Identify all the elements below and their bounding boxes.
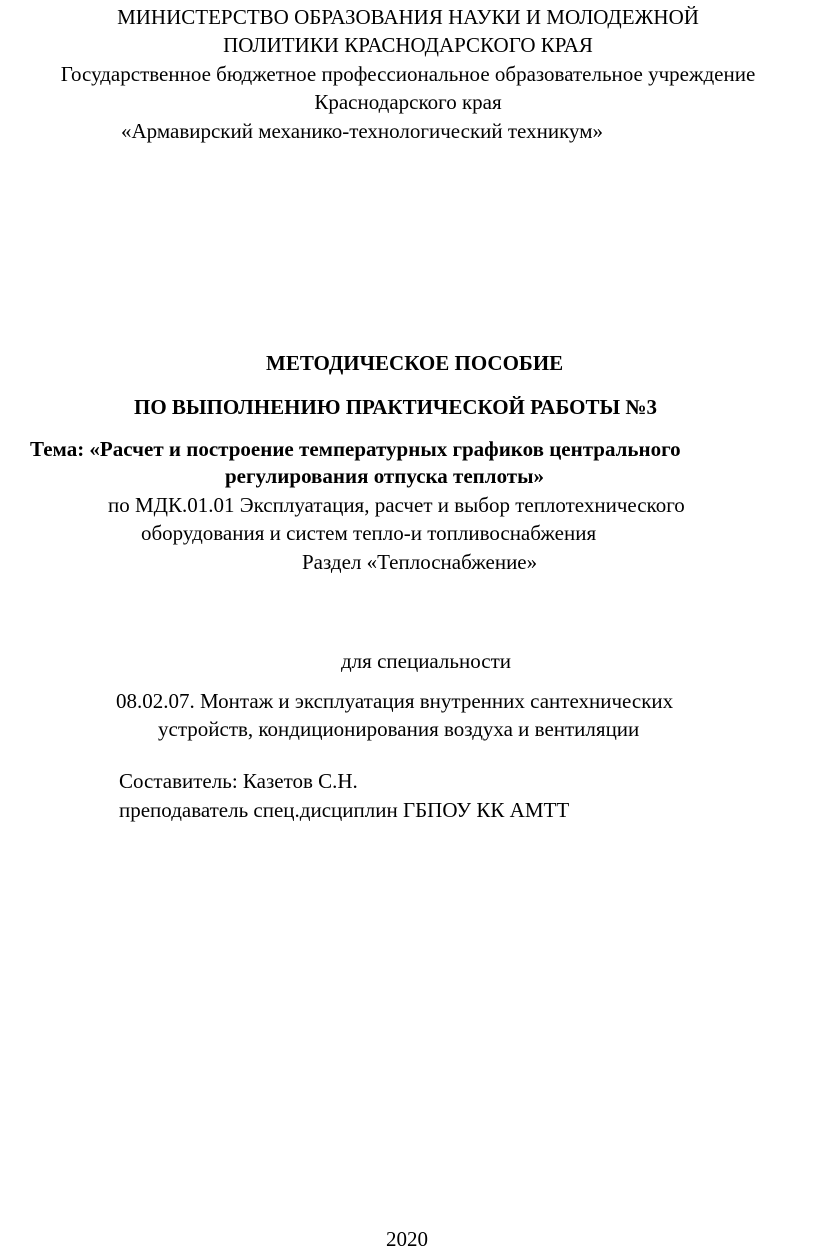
specialty-line-2: устройств, кондиционирования воздуха и вентиляции bbox=[158, 717, 640, 741]
course-line-2: оборудования и систем тепло-и топливоснабжения bbox=[141, 521, 597, 545]
specialty-label: для специальности bbox=[341, 649, 511, 673]
section-line: Раздел «Теплоснабжение» bbox=[302, 550, 538, 574]
ministry-line-1: МИНИСТЕРСТВО ОБРАЗОВАНИЯ НАУКИ И МОЛОДЕЖНОЙ bbox=[117, 5, 699, 29]
year: 2020 bbox=[386, 1227, 428, 1251]
topic-line-2: регулирования отпуска теплоты» bbox=[225, 464, 544, 488]
topic-line-1: Тема: «Расчет и построение температурных графиков центрального bbox=[30, 437, 681, 461]
institution-line-2: Краснодарского края bbox=[314, 90, 502, 114]
ministry-line-2: ПОЛИТИКИ КРАСНОДАРСКОГО КРАЯ bbox=[223, 33, 593, 57]
author-line-2: преподаватель спец.дисциплин ГБПОУ КК АМТТ bbox=[119, 798, 570, 822]
course-line-1: по МДК.01.01 Эксплуатация, расчет и выбор теплотехнического bbox=[108, 493, 685, 517]
title-line-1: МЕТОДИЧЕСКОЕ ПОСОБИЕ bbox=[266, 351, 564, 375]
title-line-2: ПО ВЫПОЛНЕНИЮ ПРАКТИЧЕСКОЙ РАБОТЫ №3 bbox=[134, 395, 658, 419]
specialty-line-1: 08.02.07. Монтаж и эксплуатация внутренних сантехнических bbox=[116, 689, 674, 713]
author-line-1: Составитель: Казетов С.Н. bbox=[119, 769, 358, 793]
institution-line-3: «Армавирский механико-технологический техникум» bbox=[121, 119, 603, 143]
institution-line-1: Государственное бюджетное профессиональное образовательное учреждение bbox=[60, 62, 756, 86]
